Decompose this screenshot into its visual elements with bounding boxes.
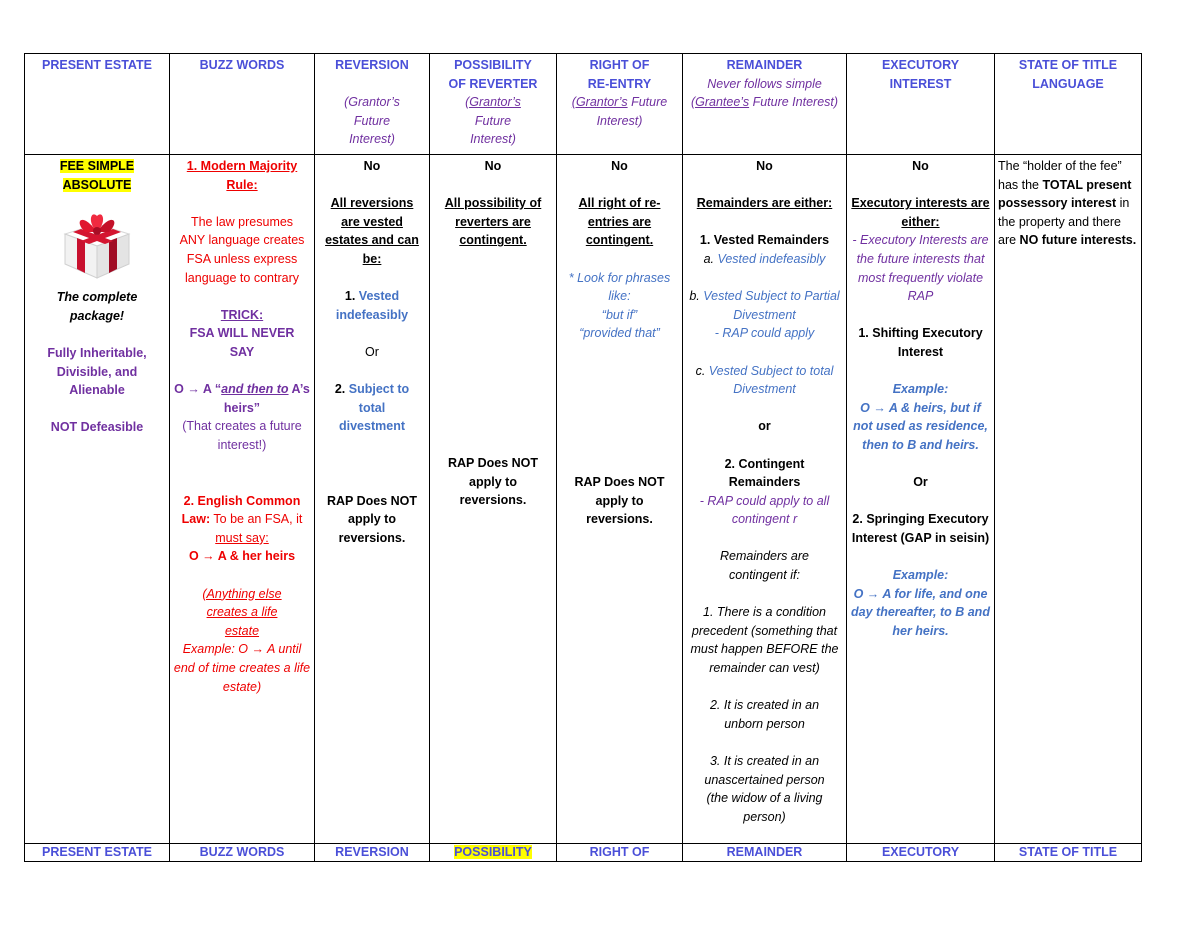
estates-chart-table [24, 53, 1142, 862]
footer-remainder: REMAINDER [683, 844, 847, 862]
footer-reversion: REVERSION [315, 844, 430, 862]
header-reversion: REVERSION (Grantor’s Future Interest) [315, 54, 430, 155]
arrow-icon: → [866, 586, 880, 601]
cell-executory-interest: No Executory interests are either: - Executory Interests are the future interests that most frequently violate RAP 1. Shifting Executory Interest Example: O → A & heirs, but if not used as residence, then to B and heirs. Or 2. Springing Executory Interest (GAP in seisin) Example: O → A for life, and one day thereafter, to B and her heirs. [847, 155, 995, 844]
header-present-estate: PRESENT ESTATE [25, 54, 170, 155]
header-executory-interest: EXECUTORY INTEREST [847, 54, 995, 155]
footer-possibility: POSSIBILITY [430, 844, 557, 862]
header-buzz-words: BUZZ WORDS [170, 54, 315, 155]
fee-simple-row [25, 155, 1142, 844]
footer-state-of-title: STATE OF TITLE [995, 844, 1142, 862]
cell-present-estate: FEE SIMPLE ABSOLUTE The complete package! Fully Inheritable, Divisible, and Alienable NOT Defeasible [25, 155, 170, 844]
gift-box-icon [57, 202, 137, 282]
header-state-of-title: STATE OF TITLE LANGUAGE [995, 54, 1142, 155]
arrow-icon: → [202, 549, 215, 564]
arrow-icon: → [873, 400, 886, 415]
arrow-icon: → [187, 382, 200, 397]
cell-reversion: No All reversions are vested estates and can be: 1. Vested indefeasibly Or 2. Subject to total divestment RAP Does NOT apply to reversions. [315, 155, 430, 844]
arrow-icon: → [251, 642, 264, 657]
footer-right-of: RIGHT OF [557, 844, 683, 862]
header-right-of-reentry: RIGHT OF RE-ENTRY (Grantor’s Future Interest) [557, 54, 683, 155]
cell-buzz-words: 1. Modern Majority Rule: The law presumes ANY language creates FSA unless express language to contrary TRICK: FSA WILL NEVER SAY O → A “and then to A’s heirs” (That creates a future interest!) 2. English Common Law: To be an FSA, it must say: O → A & her heirs (Anything else creates a life estate Example: O → A until end of time creates a life estate) [170, 155, 315, 844]
header-possibility-of-reverter: POSSIBILITY OF REVERTER (Grantor’s Future Interest) [430, 54, 557, 155]
footer-buzz-words: BUZZ WORDS [170, 844, 315, 862]
cell-right-of-reentry: No All right of re-entries are contingent. * Look for phrases like: “but if” “provided that” RAP Does NOT apply to reversions. [557, 155, 683, 844]
cell-remainder: No Remainders are either: 1. Vested Remainders a. Vested indefeasibly b. Vested Subject to Partial Divestment - RAP could apply c. Vested Subject to total Divestment or 2. Contingent Remainders - RAP could apply to all contingent r Remainders are contingent if: 1. There is a condition precedent (something that must happen BEFORE the remainder can vest) 2. It is created in an unborn person 3. It is created in an unascertained person (the widow of a living person) [683, 155, 847, 844]
footer-executory: EXECUTORY [847, 844, 995, 862]
footer-present-estate: PRESENT ESTATE [25, 844, 170, 862]
header-remainder: REMAINDER Never follows simple (Grantee’s Future Interest) [683, 54, 847, 155]
header-row [25, 54, 1142, 155]
footer-row [25, 844, 1142, 862]
cell-state-of-title: The “holder of the fee” has the TOTAL present possessory interest in the property and there are NO future interests. [995, 155, 1142, 844]
cell-possibility-of-reverter: No All possibility of reverters are contingent. RAP Does NOT apply to reversions. [430, 155, 557, 844]
